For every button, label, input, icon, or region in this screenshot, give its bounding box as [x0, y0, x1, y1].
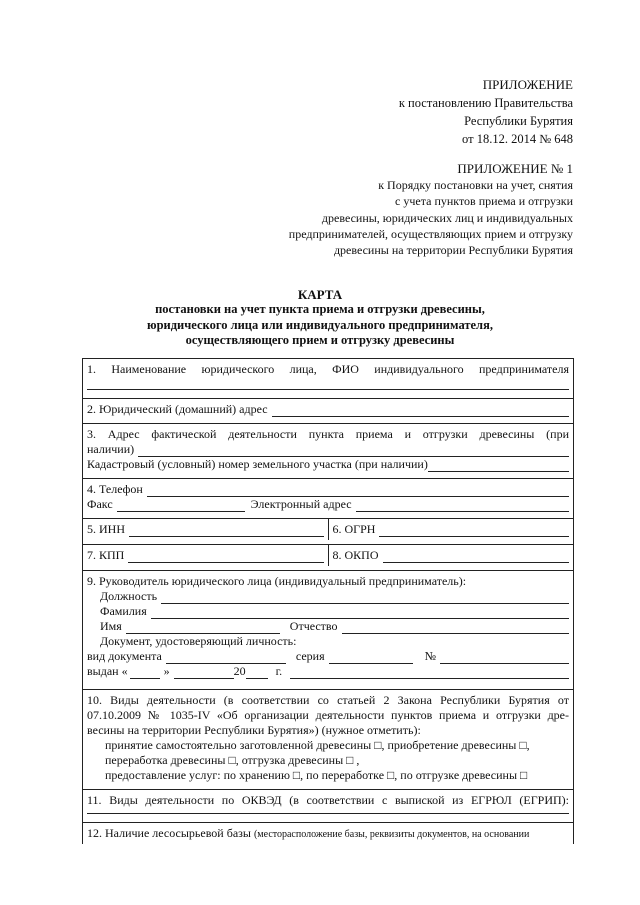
inn-label: 5. ИНН	[87, 522, 125, 536]
actual-address-field[interactable]	[138, 446, 569, 457]
issued-day-field[interactable]	[130, 668, 160, 679]
section-5-6	[82, 518, 574, 540]
position-label: Должность	[100, 589, 158, 603]
first-name-label: Имя	[100, 619, 122, 633]
issued-year-prefix: 20	[233, 664, 246, 678]
surname-label: Фамилия	[100, 604, 147, 618]
cadastral-number-label: Кадастровый (условный) номер земельного участка (при наличии)	[87, 457, 428, 471]
legal-address-field[interactable]	[272, 406, 569, 417]
doc-series-label: серия	[295, 649, 325, 663]
phone-label: 4. Телефон	[87, 482, 143, 496]
issued-label: выдан «	[87, 664, 128, 678]
appendix-date: от 18.12. 2014 № 648	[462, 132, 573, 146]
appendix-header	[399, 76, 573, 148]
card-title: КАРТА	[297, 287, 343, 302]
issued-month-field[interactable]	[174, 668, 234, 679]
issued-quote: »	[163, 664, 170, 678]
phone-field[interactable]	[147, 486, 569, 497]
appendix-line: Республики Бурятия	[464, 114, 573, 128]
section-11	[82, 789, 574, 818]
section-1-label: 1. Наименование юридического лица, ФИО индивидуального предпринимателя	[87, 362, 569, 376]
card-subtitle	[0, 302, 640, 349]
activity-option-2[interactable]: переработка древесины □, отгрузка древесины □ ,	[105, 753, 360, 767]
email-field[interactable]	[356, 501, 569, 512]
fax-label: Факс	[87, 497, 113, 511]
appendix-line: к постановлению Правительства	[398, 96, 573, 110]
appendix-1-line: древесины на территории Республики Бурятия	[333, 243, 573, 258]
card-subtitle-line: постановки на учет пункта приема и отгрузки древесины,	[155, 302, 485, 316]
issued-year-field[interactable]	[246, 668, 268, 679]
appendix-1-line: с учета пунктов приема и отгрузки	[395, 194, 573, 209]
section-2	[82, 398, 574, 419]
patronymic-label: Отчество	[289, 619, 338, 633]
section-7-8	[82, 544, 574, 566]
section-1	[82, 358, 574, 394]
card-subtitle-line: осуществляющего прием и отгрузку древесины	[185, 333, 455, 347]
inn-field[interactable]	[129, 526, 324, 537]
doc-number-field[interactable]	[440, 653, 569, 664]
first-name-field[interactable]	[126, 623, 280, 634]
activity-option-3[interactable]: предоставление услуг: по хранению □, по переработке □, по отгрузке древесины □	[105, 768, 528, 782]
director-label: 9. Руководитель юридического лица (индивидуальный предприниматель):	[87, 574, 467, 588]
appendix-1-line: древесины, юридических лиц и индивидуальных	[321, 210, 573, 225]
ogrn-field[interactable]	[379, 526, 569, 537]
actual-address-label: 3. Адрес фактической деятельности пункта приема и отгрузки древесины (при	[87, 427, 569, 441]
patronymic-field[interactable]	[342, 623, 569, 634]
legal-address-label: 2. Юридический (домашний) адрес	[87, 402, 268, 416]
okpo-field[interactable]	[383, 552, 569, 563]
doc-type-label: вид документа	[87, 649, 162, 663]
appendix-1-line: к Порядку постановки на учет, снятия	[378, 178, 573, 192]
kpp-field[interactable]	[128, 552, 323, 563]
actual-address-label-cont: наличии)	[87, 442, 135, 456]
doc-type-field[interactable]	[166, 653, 286, 664]
timber-base-label-note: (месторасположение базы, реквизиты документов, на основании	[253, 829, 530, 840]
okved-label: 11. Виды деятельности по ОКВЭД (в соответствии с выпиской из ЕГРЮЛ (ЕГРИП):	[87, 793, 569, 807]
cadastral-number-field[interactable]	[428, 461, 569, 472]
appendix-1-line: предпринимателей, осуществляющих прием и отгрузку	[288, 226, 573, 241]
issued-year-suffix: г.	[275, 664, 283, 678]
fax-field[interactable]	[117, 501, 245, 512]
email-label: Электронный адрес	[250, 497, 352, 511]
issued-by-field[interactable]	[290, 668, 569, 679]
org-name-field[interactable]	[87, 377, 569, 390]
doc-series-field[interactable]	[329, 653, 413, 664]
section-12	[82, 822, 574, 844]
activity-types-label: 10. Виды деятельности (в соответствии со статьей 2 Закона Республики Бурятия от	[87, 693, 569, 707]
activity-types-label-cont: 07.10.2009 № 1035-IV «Об организации деятельности пунктов приема и отгрузки дре-	[87, 708, 569, 722]
section-4	[82, 478, 574, 514]
surname-field[interactable]	[151, 608, 569, 619]
section-10	[82, 689, 574, 785]
activity-option-1[interactable]: принятие самостоятельно заготовленной древесины □, приобретение древесины □,	[105, 738, 530, 752]
okpo-label: 8. ОКПО	[332, 548, 379, 562]
id-document-label: Документ, удостоверяющий личность:	[100, 634, 297, 648]
position-field[interactable]	[161, 593, 569, 604]
appendix-title: ПРИЛОЖЕНИЕ	[482, 77, 573, 92]
section-3	[82, 423, 574, 474]
card-subtitle-line: юридического лица или индивидуального предпринимателя,	[147, 317, 493, 332]
registration-form	[82, 358, 574, 844]
section-9	[82, 570, 574, 685]
kpp-label: 7. КПП	[87, 548, 125, 562]
appendix-1-header	[289, 160, 573, 258]
doc-number-label: №	[424, 649, 437, 663]
activity-types-label-end: весины на территории Республики Бурятия») (нужное отметить):	[87, 723, 421, 737]
ogrn-label: 6. ОГРН	[332, 522, 376, 536]
timber-base-label	[87, 826, 569, 842]
appendix-1-title: ПРИЛОЖЕНИЕ № 1	[457, 161, 573, 176]
okved-field[interactable]	[87, 808, 569, 814]
timber-base-label-main: 12. Наличие лесосырьевой базы	[87, 826, 254, 840]
